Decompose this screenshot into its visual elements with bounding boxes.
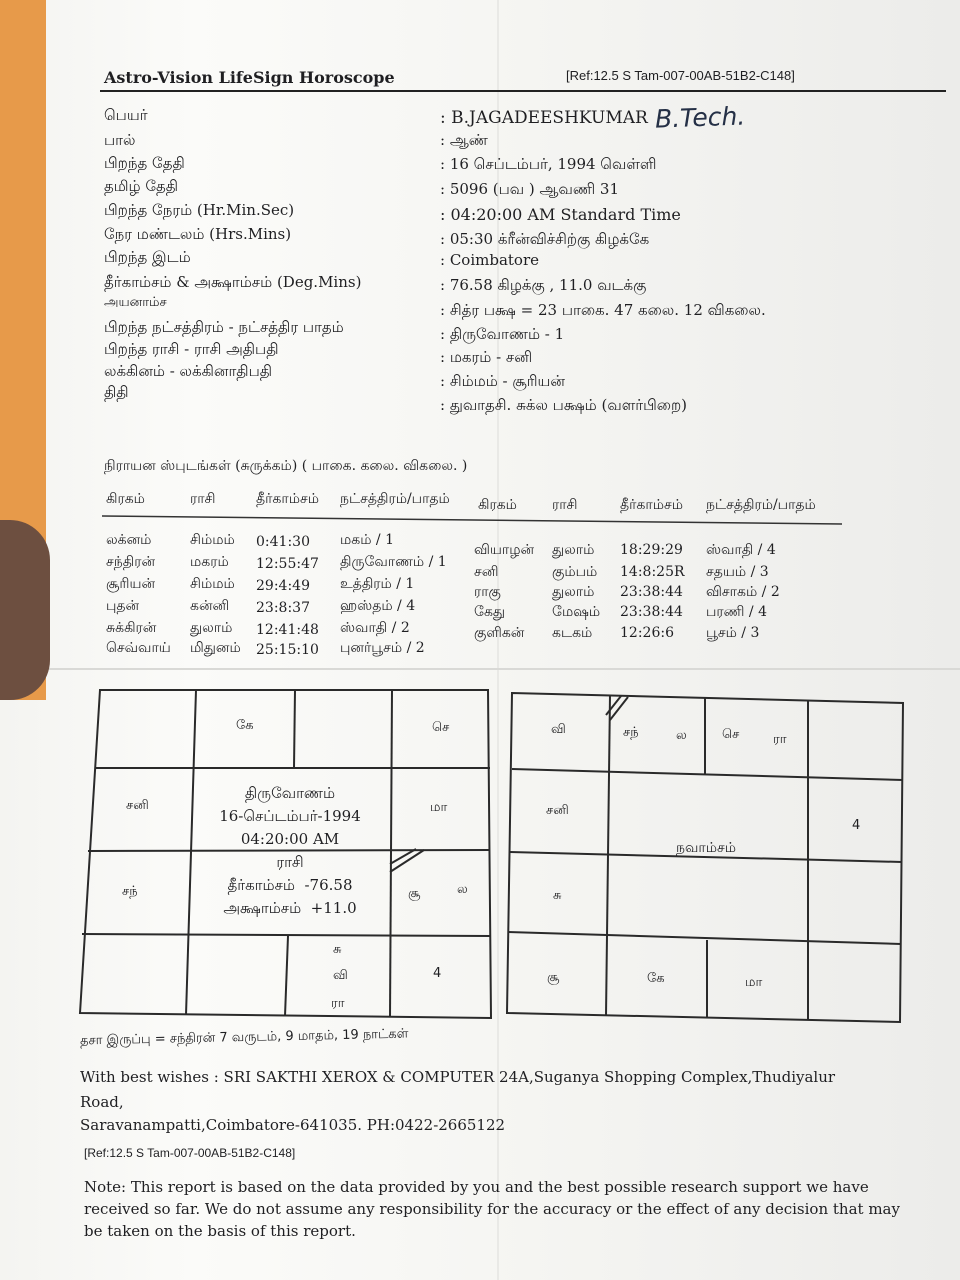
- detail-label-birth-date: பிறந்த தேதி: [104, 154, 185, 172]
- table-header-0: கிரகம்: [106, 491, 145, 507]
- rasi-cell-lagna: ல: [457, 882, 468, 897]
- planet-right-r0-c0: வியாழன்: [474, 542, 535, 558]
- planet-left-r3-c2: 23:8:37: [256, 600, 310, 616]
- planet-left-r1-c0: சந்திரன்: [106, 554, 156, 570]
- table-header-5: ராசி: [552, 497, 578, 513]
- planet-left-r0-c2: 0:41:30: [256, 534, 310, 550]
- footer-ref: [Ref:12.5 S Tam-007-00AB-51B2-C148]: [84, 1146, 296, 1160]
- planet-right-r0-c3: ஸ்வாதி / 4: [706, 542, 776, 558]
- planet-right-r0-c2: 18:29:29: [620, 542, 683, 558]
- rasi-cell-saturn: சனி: [126, 798, 149, 813]
- table-header-4: கிரகம்: [478, 497, 517, 513]
- planet-left-r2-c2: 29:4:49: [256, 578, 310, 594]
- planet-left-r3-c0: புதன்: [106, 598, 140, 614]
- planet-left-r4-c1: துலாம்: [190, 620, 233, 636]
- planet-right-r1-c1: கும்பம்: [552, 564, 598, 580]
- planet-left-r1-c3: திருவோணம் / 1: [340, 554, 447, 570]
- detail-value-coordinates: : 76.58 கிழக்கு , 11.0 வடக்கு: [440, 276, 647, 294]
- planet-left-r2-c0: சூரியன்: [106, 576, 156, 592]
- rasi-cell-jupiter: வி: [333, 968, 348, 983]
- navamsa-cell-ketu: கே: [647, 971, 665, 986]
- wishes-line-3: Saravanampatti,Coimbatore-641035. PH:0422-2665122: [80, 1116, 506, 1134]
- planet-right-r2-c2: 23:38:44: [620, 584, 683, 600]
- rasi-cell-mercury: மா: [430, 800, 448, 815]
- rasi-center-star: திருவோணம்: [244, 784, 336, 802]
- detail-label-rasi: பிறந்த ராசி - ராசி அதிபதி: [104, 340, 279, 358]
- planet-right-r1-c2: 14:8:25R: [620, 564, 685, 580]
- table-header-1: ராசி: [190, 491, 216, 507]
- planet-right-r2-c3: விசாகம் / 2: [706, 584, 780, 600]
- detail-label-ayanamsa: அயனாம்ச: [104, 295, 167, 310]
- rasi-cell-four: 4: [433, 966, 442, 981]
- rasi-center-time: 04:20:00 AM: [240, 830, 340, 848]
- rasi-cell-mars: செ: [432, 720, 450, 735]
- detail-label-tithi: திதி: [104, 383, 129, 401]
- planet-left-r0-c0: லக்னம்: [106, 532, 152, 548]
- handwritten-signature: B.Tech.: [654, 101, 746, 134]
- note-line-2: received so far. We do not assume any responsibility for the accuracy or the effect of any decision that may: [84, 1200, 900, 1218]
- wishes-line-2: Road,: [80, 1093, 124, 1111]
- planet-right-r2-c1: துலாம்: [552, 584, 595, 600]
- detail-label-birth-place: பிறந்த இடம்: [104, 248, 191, 266]
- planet-left-r5-c1: மிதுனம்: [190, 640, 241, 656]
- planet-right-r1-c3: சதயம் / 3: [706, 564, 769, 580]
- detail-label-tamil-date: தமிழ் தேதி: [104, 177, 179, 195]
- detail-value-star: : திருவோணம் - 1: [440, 325, 565, 343]
- navamsa-cell-rahu: ரா: [773, 732, 787, 747]
- navamsa-cell-venus: சு: [553, 888, 562, 903]
- navamsa-cell-jupiter: வி: [551, 722, 566, 737]
- detail-value-name: : B.JAGADEESHKUMAR: [440, 108, 648, 128]
- detail-value-tamil-date: : 5096 (பவ ) ஆவணி 31: [440, 180, 620, 198]
- planet-left-r4-c3: ஸ்வாதி / 2: [340, 620, 410, 636]
- navamsa-center-label: நவாம்சம்: [676, 840, 736, 856]
- planet-right-r3-c2: 23:38:44: [620, 604, 683, 620]
- detail-value-timezone: : 05:30 க்ரீன்விச்சிற்கு கிழக்கே: [440, 230, 650, 248]
- navamsa-cell-mercury: மா: [745, 975, 763, 990]
- planet-left-r4-c0: சுக்கிரன்: [106, 620, 157, 636]
- table-header-2: தீர்காம்சம்: [256, 491, 319, 507]
- planet-left-r0-c3: மகம் / 1: [340, 532, 395, 548]
- detail-label-timezone: நேர மண்டலம் (Hrs.Mins): [104, 225, 292, 243]
- rasi-center-latitude: அக்ஷாம்சம் +11.0: [223, 899, 357, 917]
- report-title: Astro-Vision LifeSign Horoscope: [104, 68, 395, 87]
- detail-value-birth-date: : 16 செப்டம்பர், 1994 வெள்ளி: [440, 155, 657, 173]
- rasi-cell-rahu: ரா: [331, 996, 345, 1011]
- rasi-cell-moon: சந்: [122, 884, 138, 899]
- navamsa-cell-lagna: ல: [676, 728, 687, 743]
- detail-label-lagna: லக்கினம் - லக்கினாதிபதி: [104, 362, 273, 380]
- report-ref: [Ref:12.5 S Tam-007-00AB-51B2-C148]: [566, 68, 795, 83]
- note-line-1: Note: This report is based on the data provided by you and the best possible research support we have: [84, 1178, 869, 1196]
- rasi-cell-ketu: கே: [236, 718, 254, 733]
- navamsa-cell-sun: சூ: [547, 970, 560, 985]
- detail-value-lagna: : சிம்மம் - சூரியன்: [440, 372, 565, 390]
- table-header-6: தீர்காம்சம்: [620, 497, 683, 513]
- rasi-center-label: ராசி: [276, 853, 304, 871]
- detail-value-tithi: : துவாதசி. சுக்ல பக்ஷம் (வளர்பிறை): [440, 396, 688, 414]
- planet-left-r3-c1: கன்னி: [190, 598, 230, 614]
- rasi-center-longitude: தீர்காம்சம் -76.58: [227, 876, 353, 894]
- planet-left-r5-c3: புனர்பூசம் / 2: [340, 640, 425, 656]
- planet-left-r1-c1: மகரம்: [190, 554, 229, 570]
- planet-left-r2-c1: சிம்மம்: [190, 576, 235, 592]
- table-header-3: நட்சத்திரம்/பாதம்: [340, 491, 450, 507]
- detail-value-rasi: : மகரம் - சனி: [440, 348, 533, 366]
- navamsa-cell-saturn: சனி: [546, 803, 569, 818]
- detail-label-gender: பால்: [104, 131, 136, 149]
- planet-right-r0-c1: துலாம்: [552, 542, 595, 558]
- planet-right-r2-c0: ராகு: [474, 584, 501, 600]
- wishes-line-1: With best wishes : SRI SAKTHI XEROX & COMPUTER 24A,Suganya Shopping Complex,Thudiyalur: [80, 1068, 836, 1086]
- detail-value-birth-time: : 04:20:00 AM Standard Time: [440, 205, 681, 224]
- planet-left-r4-c2: 12:41:48: [256, 622, 319, 638]
- planets-section-title: நிராயன ஸ்புடங்கள் (சுருக்கம்) ( பாகை. கலை. விகலை. ): [104, 458, 468, 474]
- table-header-7: நட்சத்திரம்/பாதம்: [706, 497, 816, 513]
- detail-label-coordinates: தீர்காம்சம் & அக்ஷாம்சம் (Deg.Mins): [104, 273, 362, 291]
- planet-right-r3-c0: கேது: [474, 604, 506, 620]
- planet-left-r0-c1: சிம்மம்: [190, 532, 235, 548]
- navamsa-cell-four: 4: [852, 818, 861, 833]
- rasi-cell-venus: சு: [333, 942, 342, 957]
- detail-label-birth-time: பிறந்த நேரம் (Hr.Min.Sec): [104, 201, 295, 219]
- planet-right-r4-c3: பூசம் / 3: [706, 625, 760, 641]
- detail-value-birth-place: : Coimbatore: [440, 251, 540, 269]
- planet-left-r1-c2: 12:55:47: [256, 556, 319, 572]
- planet-left-r2-c3: உத்திரம் / 1: [340, 576, 415, 592]
- navamsa-cell-mars: செ: [722, 727, 740, 742]
- note-line-3: be taken on the basis of this report.: [84, 1222, 356, 1240]
- planet-right-r1-c0: சனி: [474, 564, 499, 580]
- planet-right-r4-c0: குளிகன்: [474, 625, 525, 641]
- navamsa-cell-moon: சந்: [623, 725, 639, 740]
- planet-left-r5-c0: செவ்வாய்: [106, 640, 171, 656]
- planet-right-r4-c2: 12:26:6: [620, 625, 674, 641]
- detail-value-gender: : ஆண்: [440, 131, 488, 149]
- detail-value-ayanamsa: : சித்ர பக்ஷ = 23 பாகை. 47 கலை. 12 விகலை.: [440, 301, 766, 319]
- dasa-balance: தசா இருப்பு = சந்திரன் 7 வருடம், 9 மாதம், 19 நாட்கள்: [79, 1026, 409, 1049]
- planet-right-r3-c3: பரணி / 4: [706, 604, 767, 620]
- detail-label-name: பெயர்: [104, 106, 148, 124]
- planet-right-r4-c1: கடகம்: [552, 625, 593, 641]
- detail-label-star: பிறந்த நட்சத்திரம் - நட்சத்திர பாதம்: [104, 318, 344, 336]
- planet-right-r3-c1: மேஷம்: [552, 604, 601, 620]
- planet-left-r3-c3: ஹஸ்தம் / 4: [340, 598, 416, 614]
- rasi-center-date: 16-செப்டம்பர்-1994: [219, 807, 361, 825]
- rasi-cell-sun: சூ: [408, 886, 421, 901]
- planet-left-r5-c2: 25:15:10: [256, 642, 319, 658]
